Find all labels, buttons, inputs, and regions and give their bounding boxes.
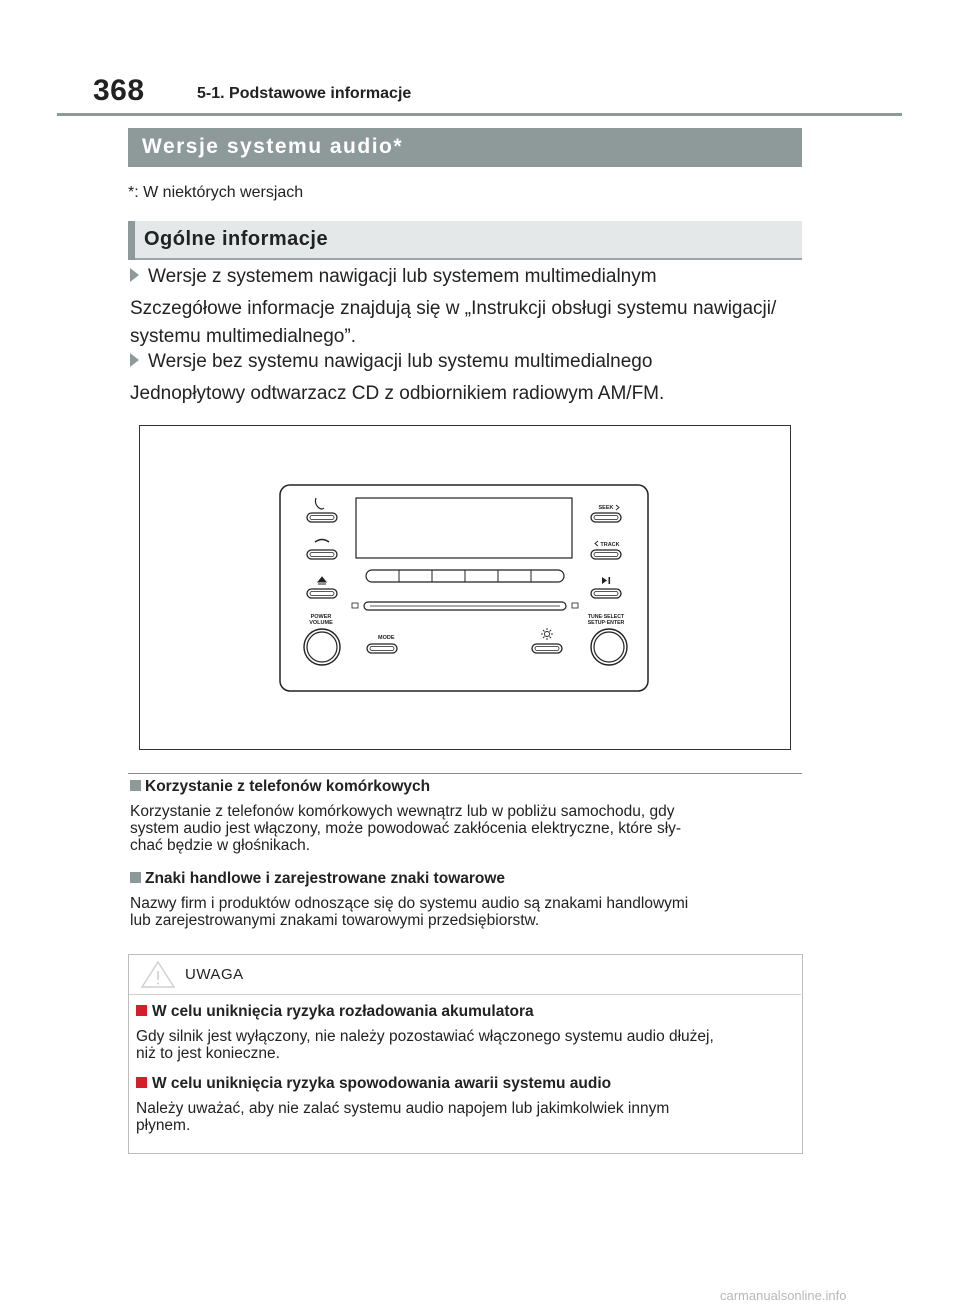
track-button: [591, 550, 621, 559]
warning-triangle-icon: [138, 958, 178, 990]
seek-button: [591, 513, 621, 522]
section-text-2: Nazwy firm i produktów odnoszące się do systemu audio są znakami handlowymi lub zarejestrowanymi znakami towarowymi przedsiębiorstw.: [130, 895, 689, 929]
warning-text-2: Należy uważać, aby nie zalać systemu audio napojem lub jakimkolwiek innym płynem.: [136, 1100, 670, 1134]
track-label: TRACK: [600, 542, 620, 548]
subsection-title: Ogólne informacje: [144, 228, 329, 250]
section-heading-1: Korzystanie z telefonów komórkowych: [130, 778, 430, 796]
warning-divider: [129, 994, 801, 995]
section-title: Wersje systemu audio*: [142, 135, 404, 158]
item-title-1: Wersje z systemem nawigacji lub systemem multimedialnym: [130, 266, 657, 288]
audio-unit-figure: [139, 425, 791, 750]
item-text-2: Jednopłytowy odtwarzacz CD z odbiornikiem radiowym AM/FM.: [130, 383, 665, 404]
square-bullet-icon: [130, 872, 141, 883]
section-text-1: Korzystanie z telefonów komórkowych wewnątrz lub w pobliżu samochodu, gdy system audio jest włączony, może powodować zakłócenia elektryczne, które sły- chać będzie w głośnikach.: [130, 803, 682, 854]
warning-heading-1: W celu uniknięcia ryzyka rozładowania akumulatora: [136, 1003, 534, 1021]
mode-label: MODE: [378, 635, 395, 641]
warning-label: UWAGA: [185, 966, 244, 983]
page-number: 368: [93, 74, 145, 107]
tune-label-2: SETUP·ENTER: [587, 620, 625, 626]
warning-text-1: Gdy silnik jest wyłączony, nie należy pozostawiać włączonego systemu audio dłużej, niż to jest konieczne.: [136, 1028, 714, 1062]
red-square-bullet-icon: [136, 1005, 147, 1016]
watermark: carmanualsonline.info: [720, 1288, 847, 1303]
audio-unit-illustration: [140, 426, 790, 749]
mode-button: [367, 644, 397, 653]
chapter-title: 5-1. Podstawowe informacje: [197, 85, 412, 102]
header-rule: [57, 113, 902, 116]
preset-buttons: [366, 570, 564, 582]
item-text-1: Szczegółowe informacje znajdują się w „Instrukcji obsługi systemu nawigacji/ systemu multimedialnego”.: [130, 298, 777, 347]
footnote: *: W niektórych wersjach: [128, 184, 304, 201]
display-screen: [356, 498, 572, 558]
warning-heading-2: W celu uniknięcia ryzyka spowodowania awarii systemu audio: [136, 1075, 611, 1093]
red-square-bullet-icon: [136, 1077, 147, 1088]
section-title-band: [128, 128, 802, 167]
tune-label-1: TUNE·SELECT: [587, 614, 625, 620]
subsection-band: [128, 221, 802, 260]
seek-label: SEEK: [598, 505, 614, 511]
triangle-bullet-icon: [130, 268, 139, 282]
tune-select-knob: [591, 629, 627, 665]
power-label-1: POWER: [310, 614, 332, 620]
item-title-2: Wersje bez systemu nawigacji lub systemu multimedialnego: [130, 351, 652, 373]
cd-slot: [352, 602, 578, 610]
play-pause-button: [591, 589, 621, 598]
power-label-2: VOLUME: [309, 620, 333, 626]
section-heading-2: Znaki handlowe i zarejestrowane znaki towarowe: [130, 870, 505, 888]
subsection-accent-bar: [128, 221, 135, 260]
power-volume-knob: [304, 629, 340, 665]
triangle-bullet-icon: [130, 353, 139, 367]
section-separator: [128, 773, 802, 774]
brightness-button: [532, 644, 562, 653]
square-bullet-icon: [130, 780, 141, 791]
